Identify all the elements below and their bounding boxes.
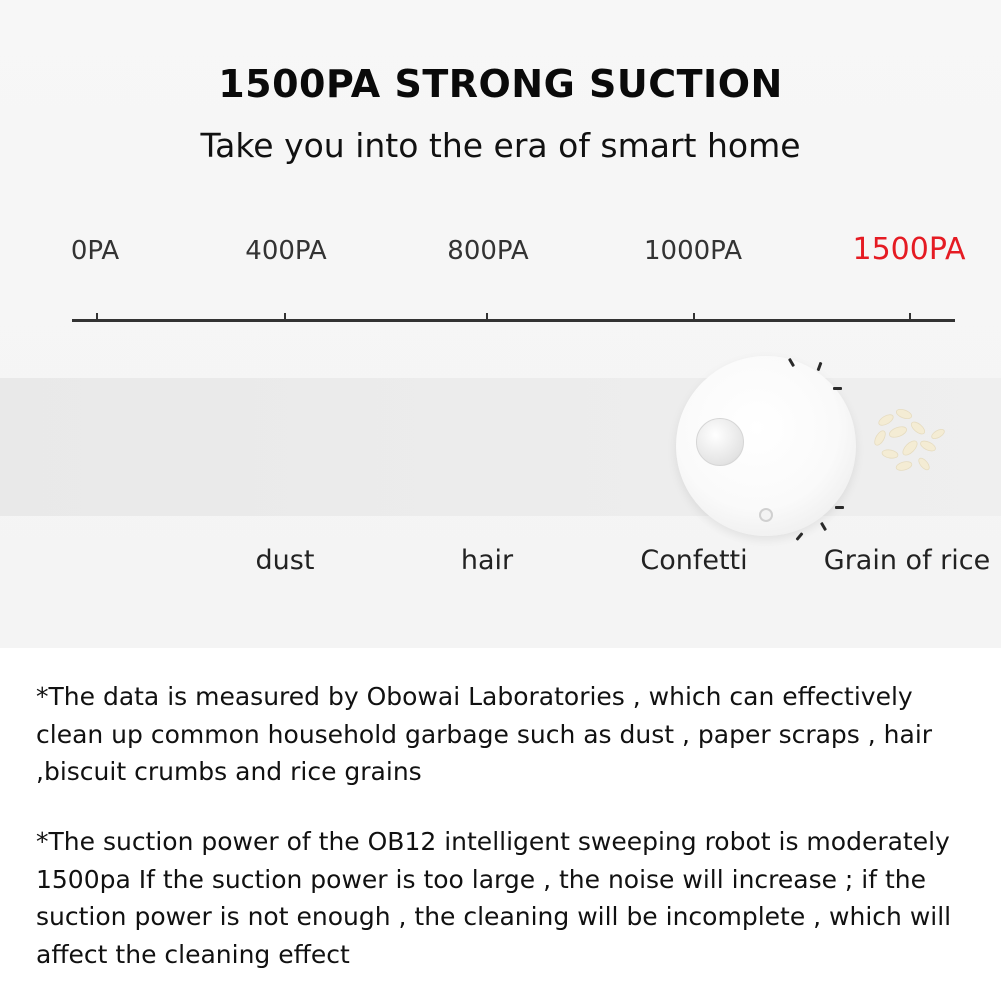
robot-sensor-icon	[759, 508, 773, 522]
suction-ray-icon	[795, 532, 803, 541]
page-subtitle: Take you into the era of smart home	[200, 126, 801, 165]
note-suction-power: *The suction power of the OB12 intelligent sweeping robot is moderately 1500pa If the suction power is too large , the noise will increase ; if the suction power is not enough , the cleaning will be incomplete , which will affect the cleaning effect	[36, 827, 952, 969]
item-label-confetti: Confetti	[640, 545, 748, 576]
robot-vacuum-image	[676, 356, 856, 536]
item-label-grain-of-rice: Grain of rice	[823, 545, 991, 576]
suction-scale-line	[72, 319, 955, 322]
item-label-hair: hair	[460, 545, 514, 576]
note-laboratory: *The data is measured by Obowai Laboratories , which can effectively clean up common household garbage such as dust , paper scraps , hair ,biscuit crumbs and rice grains	[36, 682, 933, 786]
scale-label-0pa: 0PA	[70, 236, 120, 266]
scale-label-800pa: 800PA	[447, 236, 529, 266]
rice-grains-image	[866, 398, 950, 482]
suction-ray-icon	[835, 506, 844, 509]
scale-tick	[284, 313, 286, 322]
scale-tick	[693, 313, 695, 322]
robot-button-icon	[696, 418, 744, 466]
page-title: 1500PA STRONG SUCTION	[218, 62, 783, 106]
scale-tick	[486, 313, 488, 322]
item-label-dust: dust	[255, 545, 315, 576]
suction-ray-icon	[820, 522, 827, 531]
scale-label-1500pa: 1500PA	[852, 232, 966, 267]
scale-label-1000pa: 1000PA	[644, 236, 742, 266]
suction-ray-icon	[817, 362, 823, 371]
scale-tick	[96, 313, 98, 322]
scale-label-400pa: 400PA	[245, 236, 327, 266]
scale-tick	[909, 313, 911, 322]
suction-ray-icon	[833, 387, 842, 390]
